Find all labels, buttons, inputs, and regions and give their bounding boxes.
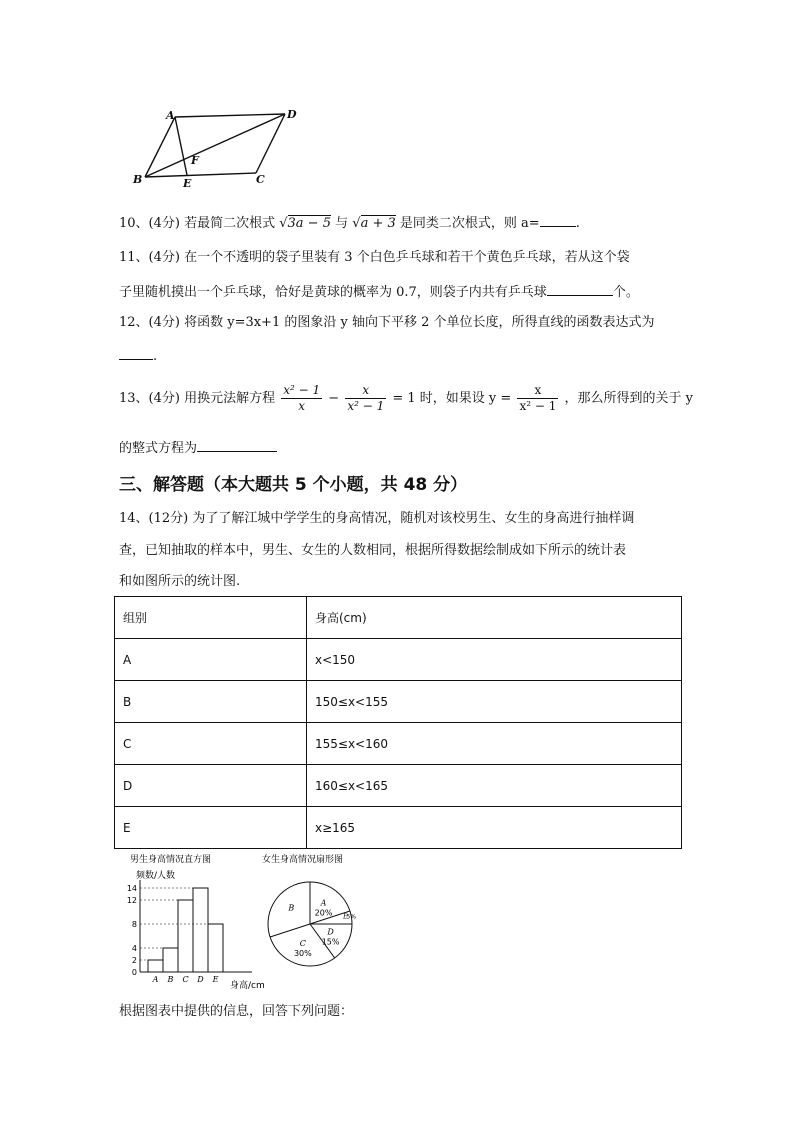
histogram-bar (208, 924, 223, 972)
histogram-title: 男生身高情况直方图 (130, 855, 212, 865)
pie-slice-label: B (288, 903, 295, 913)
histogram-y-tick-label: 8 (131, 920, 137, 929)
pie-slice-label: D (327, 927, 334, 937)
section-title: 三、解答题（本大题共 5 个小题，共 48 分） (119, 475, 468, 495)
question-11-line-1: 11、(4分) 在一个不透明的袋子里装有 3 个白色乒乓球和若干个黄色乒乓球，若从这个袋 (119, 250, 630, 265)
pie-slice-percent: 30% (293, 948, 312, 958)
edge-AD (175, 114, 285, 117)
histogram-bar (163, 948, 178, 972)
histogram-category-label: A (152, 975, 159, 984)
table-cell: C (115, 723, 307, 765)
histogram-bar (178, 900, 193, 972)
answer-blank[interactable] (540, 212, 576, 227)
table-cell: D (115, 765, 307, 807)
histogram-y-tick-label: 4 (131, 944, 137, 953)
histogram-y-tick-label: 14 (126, 884, 137, 893)
table-cell: E (115, 807, 307, 849)
label-A: A (166, 109, 175, 122)
question-14-line-3: 和如图所示的统计图. (119, 574, 241, 589)
diagonal-BD (145, 114, 285, 177)
table-cell: x≥165 (307, 807, 682, 849)
question-12-line-2: . (119, 345, 157, 367)
table-header-row (115, 597, 682, 639)
closing-instruction: 根据图表中提供的信息，回答下列问题： (119, 1004, 354, 1019)
label-F: F (191, 154, 199, 167)
table-header-cell: 组别 (115, 597, 307, 639)
label-B: B (133, 173, 143, 186)
table-row (115, 639, 682, 681)
edge-CB (145, 173, 256, 177)
table-cell: B (115, 681, 307, 723)
height-group-table (114, 596, 682, 849)
histogram-y-tick-label: 0 (131, 968, 137, 977)
label-D: D (287, 108, 297, 121)
histogram-y-tick-label: 2 (131, 956, 137, 965)
fraction-3: $\frac{x}{\text{x² − 1}}$ (519, 383, 557, 413)
table-cell: x<150 (307, 639, 682, 681)
question-13-line-2: 的整式方程为 (119, 437, 277, 459)
table-cell: 155≤x<160 (307, 723, 682, 765)
edge-DC (256, 114, 285, 173)
table-cell: 160≤x<165 (307, 765, 682, 807)
table-row (115, 681, 682, 723)
sqrt-expression-2: √a + 3 (352, 216, 396, 231)
table-cell: A (115, 639, 307, 681)
histogram-y-tick-label: 12 (126, 896, 137, 905)
question-11-line-2: 子里随机摸出一个乒乓球，恰好是黄球的概率为 0.7，则袋子内共有乒乓球 个。 (119, 281, 639, 303)
table-row (115, 765, 682, 807)
fraction-2: $\frac{x}{\text{x² − 1}}$ (347, 383, 385, 413)
question-14-line-2: 查，已知抽取的样本中，男生、女生的人数相同，根据所得数据绘制成如下所示的统计表 (119, 543, 627, 558)
table-header-cell: 身高(cm) (307, 597, 682, 639)
pie-slice-label: C (299, 938, 306, 948)
label-E: E (183, 177, 192, 190)
parallelogram-figure (128, 104, 308, 190)
answer-blank[interactable] (119, 345, 153, 360)
fraction-1: $\frac{\text{x² − 1}}{x}$ (283, 383, 321, 413)
table-cell: 150≤x<155 (307, 681, 682, 723)
table-row (115, 723, 682, 765)
histogram-category-label: B (167, 975, 174, 984)
histogram-xlabel: 身高/cm (230, 981, 265, 991)
question-14-line-1: 14、(12分) 为了了解江城中学学生的身高情况，随机对该校男生、女生的身高进行抽样调 (119, 511, 635, 526)
female-height-pie-chart (258, 852, 378, 982)
answer-blank[interactable] (547, 281, 613, 296)
label-C: C (256, 173, 265, 186)
pie-slice-percent: 15% (321, 937, 340, 947)
histogram-bar (148, 960, 163, 972)
question-10: 10、(4分) 若最简二次根式 √3a − 5 与 √a + 3 是同类二次根式，则 a= . (119, 212, 580, 234)
pie-title: 女生身高情况扇形图 (262, 855, 344, 865)
edge-BA (145, 117, 175, 177)
question-13-line-1: 13、(4分) 用换元法解方程 $\frac{\text{x² − 1}}{x}$ − $\frac{x}{\text{x² − 1}}$ = 1 时，如果设 y = $\frac{x}{\text{x² − 1}}$ ，那么所得到的关于 y (119, 383, 693, 413)
histogram-category-label: C (182, 975, 189, 984)
pie-slice-percent: 20% (314, 908, 333, 918)
sqrt-expression-1: √3a − 5 (279, 216, 331, 231)
segment-AE (175, 117, 187, 175)
histogram-category-label: D (197, 975, 204, 984)
question-12-line-1: 12、(4分) 将函数 y=3x+1 的图象沿 y 轴向下平移 2 个单位长度，所得直线的函数表达式为 (119, 315, 655, 330)
male-height-histogram (112, 852, 272, 992)
histogram-category-label: E (212, 975, 219, 984)
pie-slice-label: E (343, 913, 348, 921)
histogram-bar (193, 888, 208, 972)
answer-blank[interactable] (197, 437, 277, 452)
pie-slice-percent: 5% (346, 913, 357, 921)
pie-slice-label: A (320, 898, 327, 908)
histogram-ylabel: 频数/人数 (136, 871, 176, 881)
table-row (115, 807, 682, 849)
